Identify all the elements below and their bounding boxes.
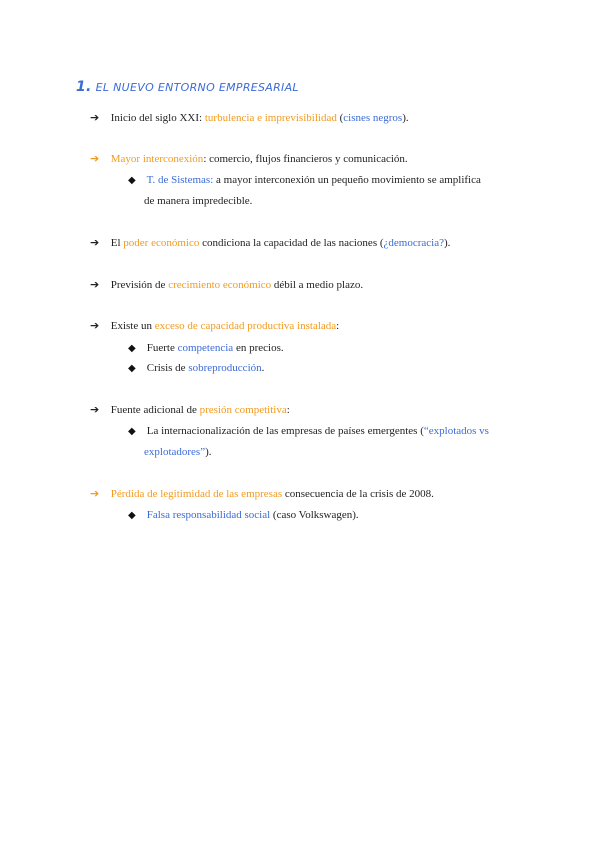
diamond-bullet-icon: ◆ xyxy=(128,426,136,437)
bullet-item: ➔ Previsión de crecimiento económico débil a medio plazo. xyxy=(90,278,364,291)
diamond-bullet-icon: ◆ xyxy=(128,363,136,374)
sub-bullet-continuation: de manera impredecible. xyxy=(144,195,253,207)
sub-bullet-item: ◆ La internacionalización de las empresas de países emergentes (“explotados vs xyxy=(128,425,489,437)
section-title: EL NUEVO ENTORNO EMPRESARIAL xyxy=(95,81,299,94)
arrow-icon: ➔ xyxy=(90,236,100,249)
arrow-icon: ➔ xyxy=(90,487,100,500)
arrow-icon: ➔ xyxy=(90,278,100,291)
bullet-item: ➔ Mayor interconexión: comercio, flujos financieros y comunicación. xyxy=(90,152,408,165)
arrow-icon: ➔ xyxy=(90,403,100,416)
bullet-item: ➔ Existe un exceso de capacidad productiva instalada: xyxy=(90,319,340,332)
sub-bullet-item: ◆ Falsa responsabilidad social (caso Volkswagen). xyxy=(128,509,359,521)
arrow-icon: ➔ xyxy=(90,319,100,332)
diamond-bullet-icon: ◆ xyxy=(128,510,136,521)
section-number: 1. xyxy=(76,79,92,95)
section-heading xyxy=(76,79,299,95)
sub-bullet-item: ◆ T. de Sistemas: a mayor interconexión un pequeño movimiento se amplifica xyxy=(128,174,481,186)
bullet-item: ➔ Pérdida de legitimidad de las empresas consecuencia de la crisis de 2008. xyxy=(90,487,434,500)
bullet-item: ➔ Inicio del siglo XXI: turbulencia e imprevisibilidad (cisnes negros). xyxy=(90,111,409,124)
sub-bullet-item: ◆ Crisis de sobreproducción. xyxy=(128,362,265,374)
sub-bullet-continuation: explotadores”). xyxy=(144,446,212,458)
diamond-bullet-icon: ◆ xyxy=(128,343,136,354)
arrow-icon: ➔ xyxy=(90,111,100,124)
diamond-bullet-icon: ◆ xyxy=(128,175,136,186)
bullet-item: ➔ El poder económico condiciona la capacidad de las naciones (¿democracia?). xyxy=(90,236,451,249)
sub-bullet-item: ◆ Fuerte competencia en precios. xyxy=(128,342,284,354)
arrow-icon: ➔ xyxy=(90,152,100,165)
bullet-item: ➔ Fuente adicional de presión competitiva: xyxy=(90,403,290,416)
